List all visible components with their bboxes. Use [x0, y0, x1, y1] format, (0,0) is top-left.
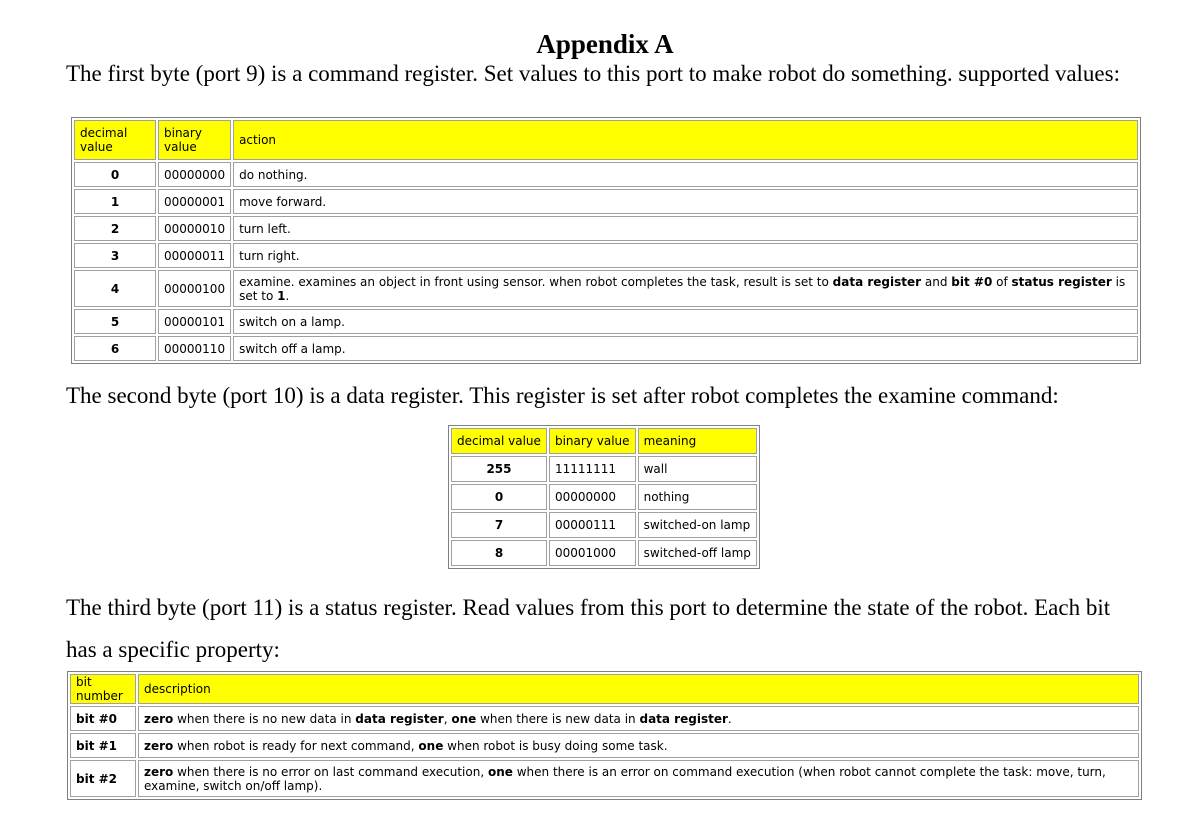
- term-zero: zero: [144, 711, 174, 726]
- cell-action: turn right.: [233, 243, 1138, 268]
- table-row: [451, 456, 757, 482]
- description-text: .: [727, 711, 732, 726]
- intro-paragraph: The first byte (port 9) is a command register. Set values to this port to make robot do something. supported values:: [66, 61, 1120, 86]
- cell-binary: 00000001: [158, 189, 231, 214]
- header-binary: binary value: [158, 120, 231, 160]
- table-row: [74, 336, 1138, 361]
- action-text: of: [992, 274, 1012, 289]
- term-zero: zero: [144, 764, 174, 779]
- table-row: [74, 243, 1138, 268]
- description-text: when there is no error on last command execution,: [173, 764, 488, 779]
- cell-meaning: switched-off lamp: [638, 540, 757, 566]
- cell-decimal: 255: [451, 456, 547, 482]
- header-decimal: decimal value: [451, 428, 547, 454]
- cell-binary: 00000000: [549, 484, 636, 510]
- status-register-paragraph: The third byte (port 11) is a status register. Read values from this port to determine the state of the robot. Each bit has a specific property:: [66, 595, 1111, 662]
- cell-binary: 00000000: [158, 162, 231, 187]
- cell-meaning: wall: [638, 456, 757, 482]
- cell-action: switch on a lamp.: [233, 309, 1138, 334]
- cell-decimal: 0: [74, 162, 156, 187]
- cell-bit: bit #0: [70, 706, 136, 731]
- data-table: [448, 425, 760, 569]
- term-one: one: [451, 711, 477, 726]
- description-text: when robot is busy doing some task.: [443, 738, 668, 753]
- cell-decimal: 3: [74, 243, 156, 268]
- table-row: [70, 733, 1139, 758]
- term-one: one: [487, 764, 513, 779]
- cell-binary: 00000011: [158, 243, 231, 268]
- action-text: examine. examines an object in front using sensor. when robot completes the task, result is set to: [239, 274, 833, 289]
- cell-bit: bit #2: [70, 760, 136, 797]
- description-text: when there is an error on command execution (when robot cannot complete the task: move, turn, examine, switch on/off lamp).: [144, 764, 1106, 793]
- table-row: [74, 309, 1138, 334]
- cell-meaning: nothing: [638, 484, 757, 510]
- action-text: .: [285, 288, 290, 303]
- table-header-row: [451, 428, 757, 454]
- term-zero: zero: [144, 738, 174, 753]
- cell-action: turn left.: [233, 216, 1138, 241]
- term-value-1: 1: [277, 288, 286, 303]
- table-row: [451, 540, 757, 566]
- cell-action: switch off a lamp.: [233, 336, 1138, 361]
- cell-decimal: 0: [451, 484, 547, 510]
- cell-binary: 00000110: [158, 336, 231, 361]
- header-action: action: [233, 120, 1138, 160]
- header-decimal: decimal value: [74, 120, 156, 160]
- table-row: [74, 270, 1138, 307]
- cell-description: [138, 706, 1139, 731]
- table-header-row: [74, 120, 1138, 160]
- description-text: ,: [443, 711, 452, 726]
- term-bit-0: bit #0: [951, 274, 993, 289]
- cell-binary: 00000100: [158, 270, 231, 307]
- header-meaning: meaning: [638, 428, 757, 454]
- page-title: Appendix A: [536, 29, 674, 59]
- cell-action: do nothing.: [233, 162, 1138, 187]
- table-row: [451, 484, 757, 510]
- term-data-register: data register: [355, 711, 444, 726]
- table-row: [74, 189, 1138, 214]
- table-row: [70, 760, 1139, 797]
- command-table: [71, 117, 1141, 364]
- cell-binary: 00000010: [158, 216, 231, 241]
- table-row: [451, 512, 757, 538]
- action-text: is set to: [239, 274, 1126, 303]
- cell-meaning: switched-on lamp: [638, 512, 757, 538]
- cell-action: [233, 270, 1138, 307]
- cell-binary: 11111111: [549, 456, 636, 482]
- cell-decimal: 5: [74, 309, 156, 334]
- cell-description: [138, 733, 1139, 758]
- cell-decimal: 7: [451, 512, 547, 538]
- description-text: when robot is ready for next command,: [173, 738, 419, 753]
- header-bit-number: bit number: [70, 674, 136, 704]
- data-register-paragraph: The second byte (port 10) is a data register. This register is set after robot completes the examine command:: [66, 383, 1059, 408]
- cell-binary: 00000101: [158, 309, 231, 334]
- table-header-row: [70, 674, 1139, 704]
- description-text: when there is no new data in: [173, 711, 356, 726]
- cell-description: [138, 760, 1139, 797]
- action-text: and: [921, 274, 952, 289]
- description-text: when there is new data in: [476, 711, 640, 726]
- status-table: [67, 671, 1142, 800]
- cell-decimal: 1: [74, 189, 156, 214]
- header-description: description: [138, 674, 1139, 704]
- term-one: one: [418, 738, 444, 753]
- cell-decimal: 6: [74, 336, 156, 361]
- term-status-register: status register: [1011, 274, 1112, 289]
- cell-action: move forward.: [233, 189, 1138, 214]
- term-data-register: data register: [639, 711, 728, 726]
- cell-decimal: 4: [74, 270, 156, 307]
- table-row: [74, 162, 1138, 187]
- cell-bit: bit #1: [70, 733, 136, 758]
- term-data-register: data register: [832, 274, 922, 289]
- cell-decimal: 8: [451, 540, 547, 566]
- header-binary: binary value: [549, 428, 636, 454]
- table-row: [74, 216, 1138, 241]
- cell-binary: 00000111: [549, 512, 636, 538]
- cell-binary: 00001000: [549, 540, 636, 566]
- table-row: [70, 706, 1139, 731]
- cell-decimal: 2: [74, 216, 156, 241]
